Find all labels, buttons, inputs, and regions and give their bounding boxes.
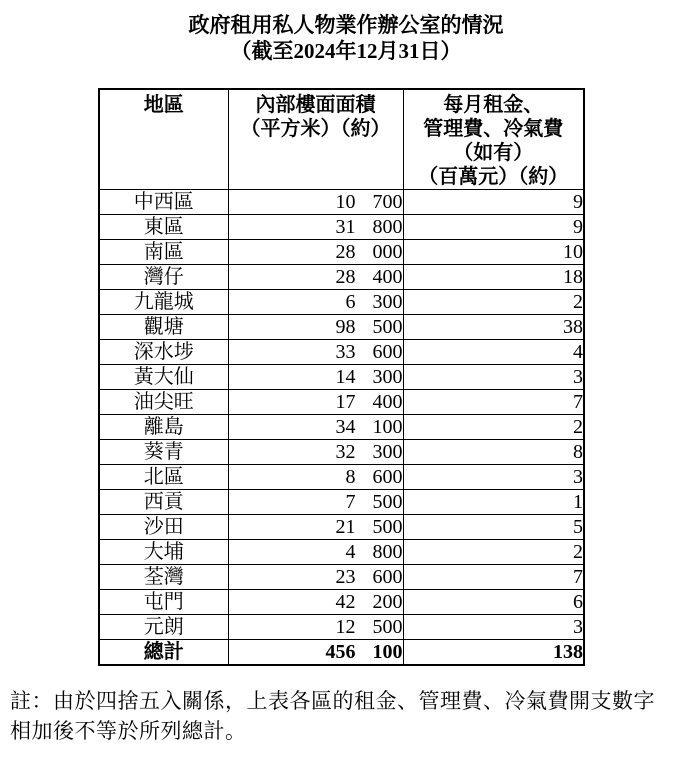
total-label-cell: 總計 [99, 640, 228, 666]
fee-cell: 1 [403, 490, 584, 515]
area-cell: 98 500 [228, 315, 403, 340]
table-row [99, 415, 584, 440]
area-cell: 42 200 [228, 590, 403, 615]
fee-cell: 38 [403, 315, 584, 340]
page-subtitle: （截至2024年12月31日） [230, 39, 462, 63]
fee-cell: 5 [403, 515, 584, 540]
area-cell: 34 100 [228, 415, 403, 440]
district-cell: 大埔 [99, 540, 228, 565]
header-line: （平方米）（約） [240, 118, 391, 140]
header-row [99, 89, 584, 190]
table-header [99, 89, 584, 190]
fee-cell: 9 [403, 190, 584, 215]
footnote-line-2: 相加後不等於所列總計。 [10, 719, 247, 743]
rental-table [98, 88, 585, 666]
fee-cell: 9 [403, 215, 584, 240]
area-cell: 6 300 [228, 290, 403, 315]
header-line: 地區 [143, 94, 184, 116]
area-cell: 28 000 [228, 240, 403, 265]
district-cell: 荃灣 [99, 565, 228, 590]
table-row [99, 540, 584, 565]
district-cell: 東區 [99, 215, 228, 240]
district-cell: 西貢 [99, 490, 228, 515]
area-cell: 12 500 [228, 615, 403, 640]
table-row [99, 565, 584, 590]
table-row [99, 240, 584, 265]
table-row [99, 190, 584, 215]
district-cell: 北區 [99, 465, 228, 490]
fee-cell: 7 [403, 565, 584, 590]
header-line: （百萬元）（約） [418, 166, 569, 188]
total-fee-cell: 138 [403, 640, 584, 666]
table-row [99, 265, 584, 290]
table-row [99, 340, 584, 365]
total-area-cell: 456 100 [228, 640, 403, 666]
area-cell: 28 400 [228, 265, 403, 290]
table-row [99, 365, 584, 390]
district-cell: 黃大仙 [99, 365, 228, 390]
table-row [99, 390, 584, 415]
area-cell: 31 800 [228, 215, 403, 240]
column-header-area [228, 89, 403, 190]
fee-cell: 18 [403, 265, 584, 290]
table-row [99, 315, 584, 340]
fee-cell: 8 [403, 440, 584, 465]
district-cell: 元朗 [99, 615, 228, 640]
fee-cell: 2 [403, 290, 584, 315]
district-cell: 南區 [99, 240, 228, 265]
page-title: 政府租用私人物業作辦公室的情況 [188, 13, 504, 37]
header-line: 內部樓面面積 [255, 94, 376, 116]
area-cell: 17 400 [228, 390, 403, 415]
district-cell: 離島 [99, 415, 228, 440]
footnote [10, 686, 686, 746]
header-line: （如有） [453, 142, 534, 164]
total-row [99, 640, 584, 666]
fee-cell: 10 [403, 240, 584, 265]
area-cell: 21 500 [228, 515, 403, 540]
district-cell: 深水埗 [99, 340, 228, 365]
table-row [99, 290, 584, 315]
fee-cell: 7 [403, 390, 584, 415]
fee-cell: 6 [403, 590, 584, 615]
footnote-line-1: 註：由於四捨五入關係，上表各區的租金、管理費、冷氣費開支數字 [10, 689, 655, 713]
table-footer [99, 640, 584, 666]
table-row [99, 440, 584, 465]
column-header-rent [403, 89, 584, 190]
fee-cell: 3 [403, 465, 584, 490]
district-cell: 屯門 [99, 590, 228, 615]
table-row [99, 590, 584, 615]
district-cell: 油尖旺 [99, 390, 228, 415]
district-cell: 中西區 [99, 190, 228, 215]
district-cell: 九龍城 [99, 290, 228, 315]
fee-cell: 4 [403, 340, 584, 365]
page-title-block [0, 13, 692, 63]
area-cell: 4 800 [228, 540, 403, 565]
district-cell: 觀塘 [99, 315, 228, 340]
table-row [99, 465, 584, 490]
table-row [99, 490, 584, 515]
fee-cell: 2 [403, 415, 584, 440]
header-line: 管理費、冷氣費 [423, 118, 564, 140]
header-line: 每月租金、 [443, 94, 544, 116]
column-header-district [99, 89, 228, 190]
district-cell: 葵青 [99, 440, 228, 465]
table-row [99, 515, 584, 540]
fee-cell: 3 [403, 615, 584, 640]
district-cell: 沙田 [99, 515, 228, 540]
table-row [99, 215, 584, 240]
fee-cell: 3 [403, 365, 584, 390]
area-cell: 32 300 [228, 440, 403, 465]
area-cell: 8 600 [228, 465, 403, 490]
table-row [99, 615, 584, 640]
district-cell: 灣仔 [99, 265, 228, 290]
area-cell: 10 700 [228, 190, 403, 215]
area-cell: 33 600 [228, 340, 403, 365]
fee-cell: 2 [403, 540, 584, 565]
area-cell: 14 300 [228, 365, 403, 390]
table-body [99, 190, 584, 640]
area-cell: 7 500 [228, 490, 403, 515]
area-cell: 23 600 [228, 565, 403, 590]
